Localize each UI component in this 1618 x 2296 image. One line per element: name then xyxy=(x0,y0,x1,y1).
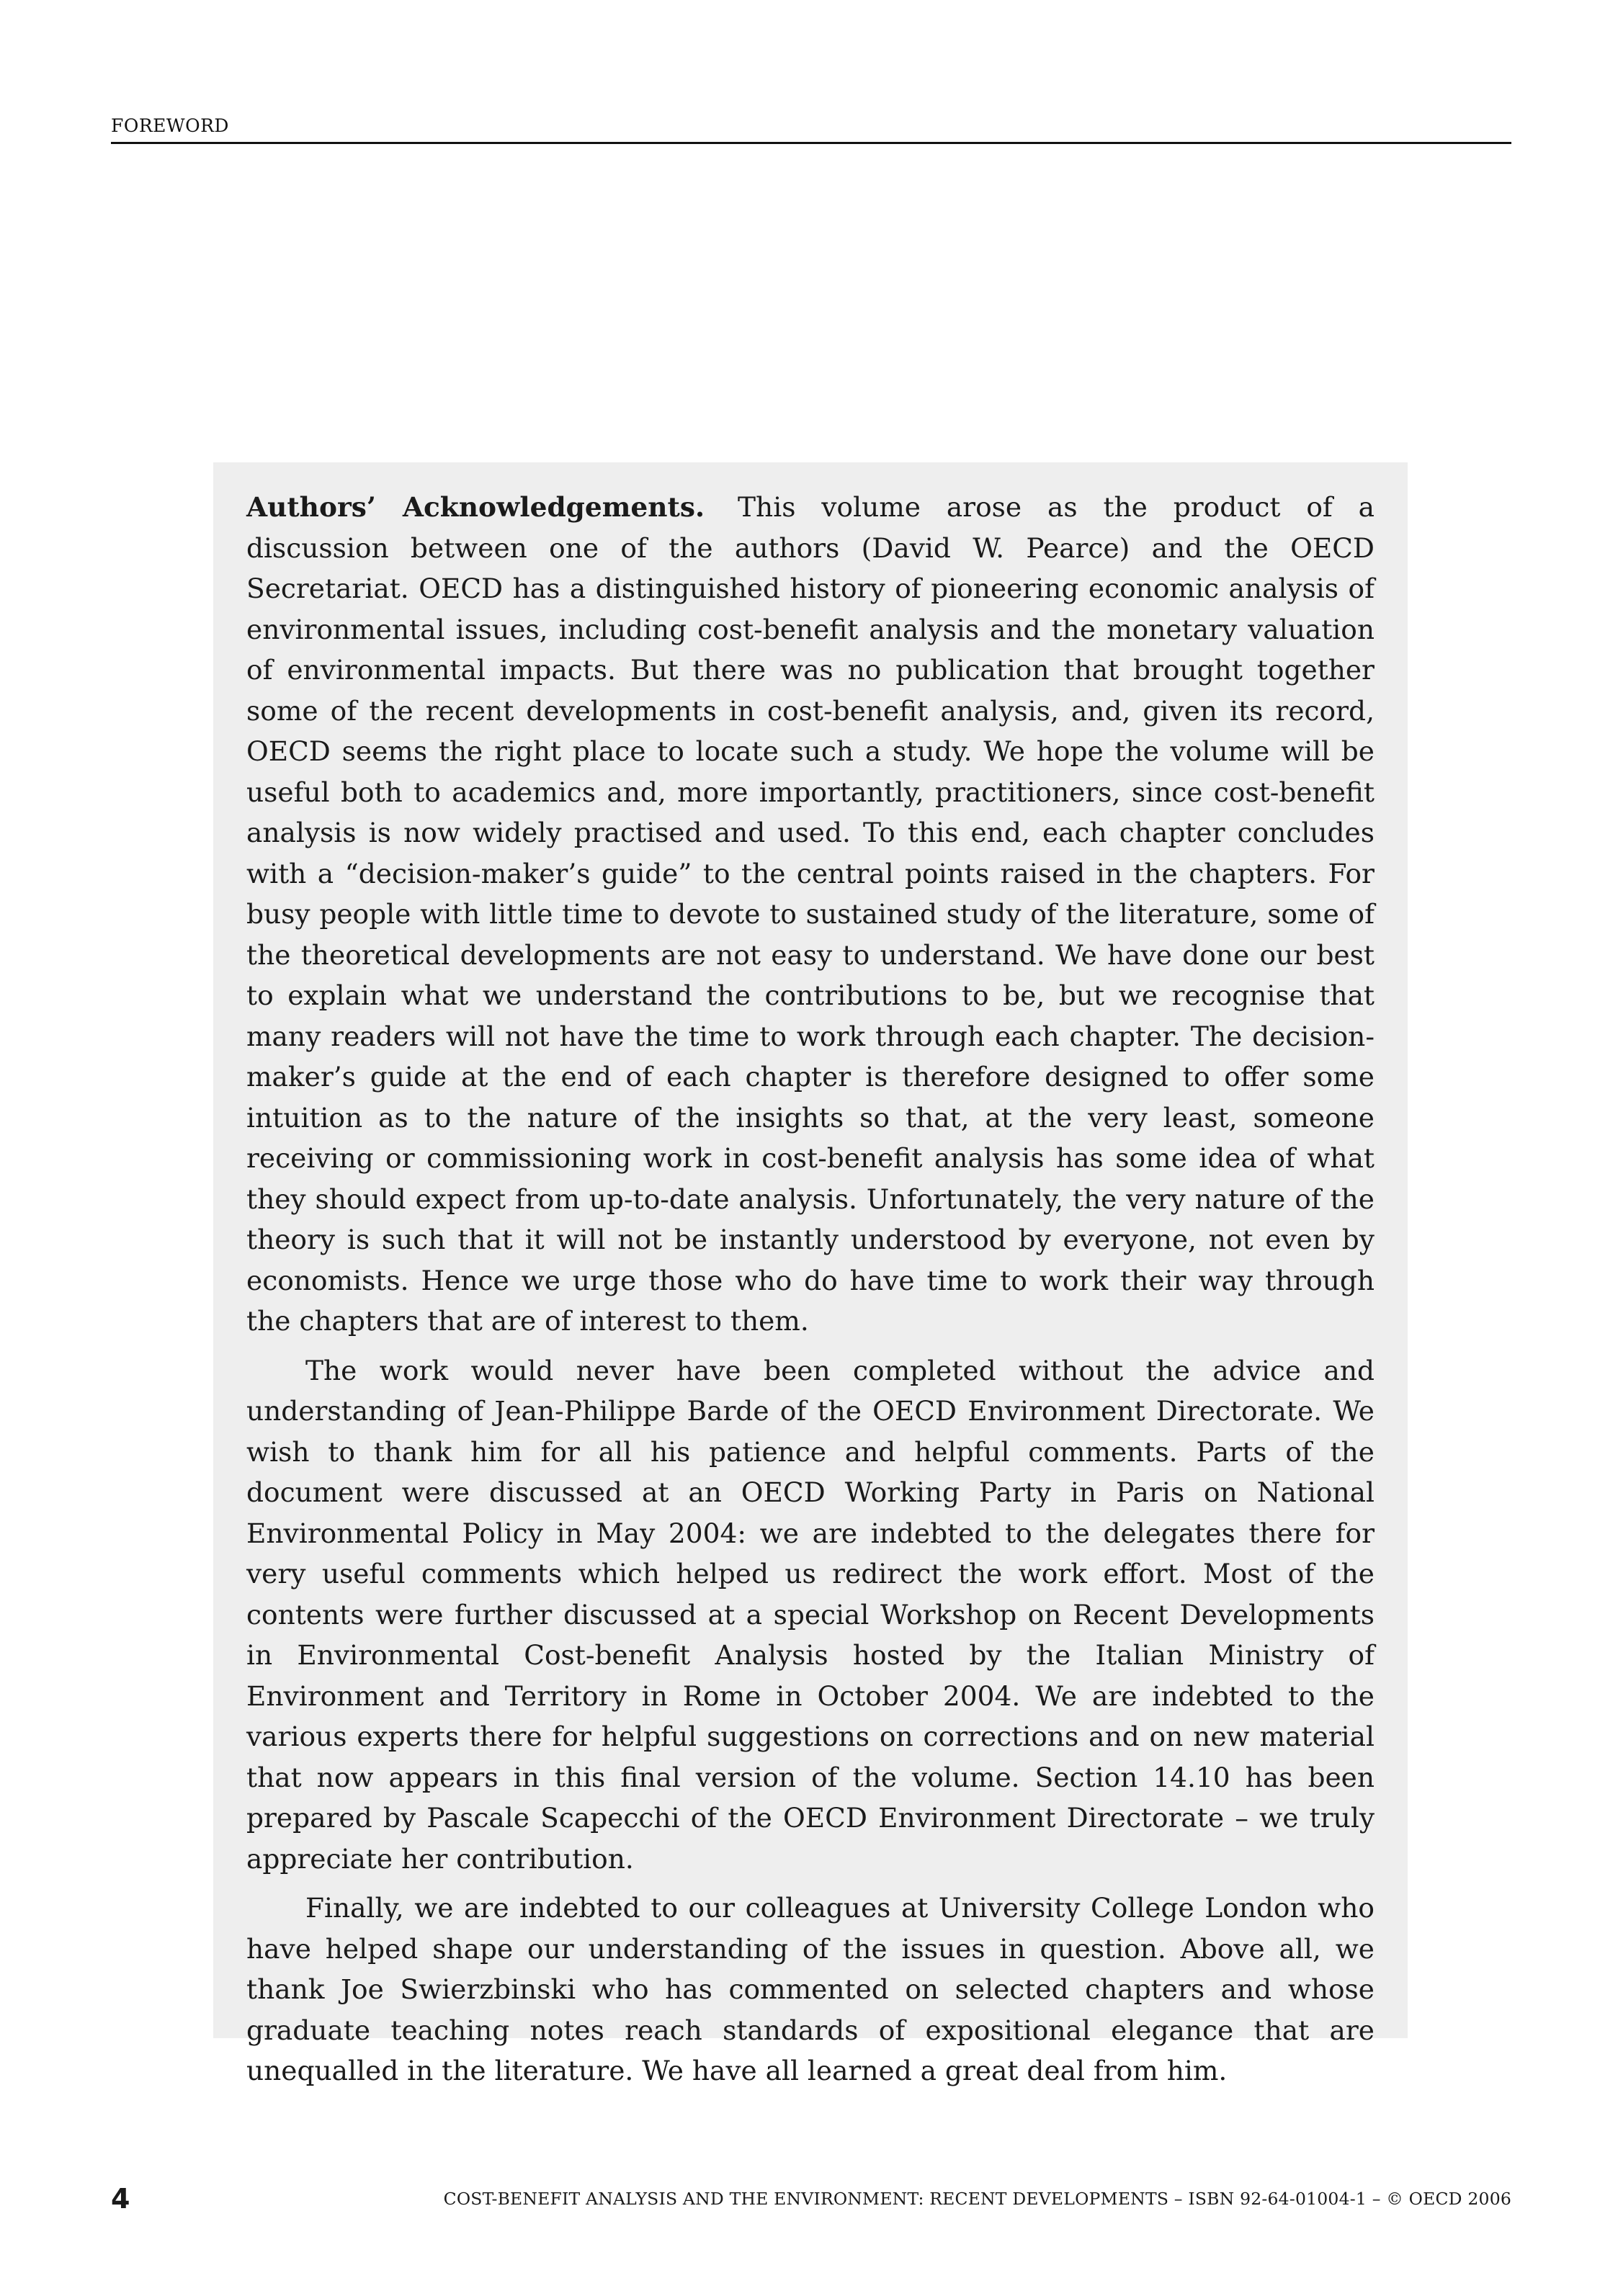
acknowledgements-heading: Authors’ Acknowledgements. xyxy=(246,491,705,523)
footer-citation: COST-BENEFIT ANALYSIS AND THE ENVIRONMENT: RECENT DEVELOPMENTS – ISBN 92-64-01004-1 – © OECD 2006 xyxy=(443,2189,1511,2209)
acknowledgements-paragraph-2: The work would never have been completed without the advice and understanding of Jean-Philippe Barde of the OECD Environment Directorate. We wish to thank him for all his patience and helpful comments. Parts of the document were discussed at an OECD Working Party in Paris on National Environmental Policy in May 2004: we are indebted to the delegates there for very useful comments which helped us redirect the work effort. Most of the contents were further discussed at a special Workshop on Recent Developments in Environmental Cost-benefit Analysis hosted by the Italian Ministry of Environment and Territory in Rome in October 2004. We are indebted to the various experts there for helpful suggestions on corrections and on new material that now appears in this final version of the volume. Section 14.10 has been prepared by Pascale Scapecchi of the OECD Environment Directorate – we truly appreciate her contribution. xyxy=(246,1354,1375,1875)
running-header: FOREWORD xyxy=(111,115,1511,144)
acknowledgements-paragraph-3: Finally, we are indebted to our colleagues at University College London who have helped shape our understanding of the issues in question. Above all, we thank Joe Swierzbinski who has commented on selected chapters and whose graduate teaching notes reach standards of expositional elegance that are unequalled in the literature. We have all learned a great deal from him. xyxy=(246,1892,1375,2086)
acknowledgements-paragraph-1 xyxy=(246,487,1375,1342)
acknowledgements-box xyxy=(213,462,1408,2086)
page-number: 4 xyxy=(111,2183,130,2215)
page-footer xyxy=(111,2182,1511,2215)
paragraph-1-text: This volume arose as the product of a discussion between one of the authors (David W. Pearce) and the OECD Secretariat. OECD has a distinguished history of pioneering economic analysis of environmental issues, including cost-benefit analysis and the monetary valuation of environmental impacts. But there was no publication that brought together some of the recent developments in cost-benefit analysis, and, given its record, OECD seems the right place to locate such a study. We hope the volume will be useful both to academics and, more importantly, practitioners, since cost-benefit analysis is now widely practised and used. To this end, each chapter concludes with a “decision-maker’s guide” to the central points raised in the chapters. For busy people with little time to devote to sustained study of the literature, some of the theoretical developments are not easy to understand. We have done our best to explain what we understand the contributions to be, but we recognise that many readers will not have the time to work through each chapter. The decision-maker’s guide at the end of each chapter is therefore designed to offer some intuition as to the nature of the insights so that, at the very least, someone receiving or commissioning work in cost-benefit analysis has some idea of what they should expect from up-to-date analysis. Unfortunately, the very nature of the theory is such that it will not be instantly understood by everyone, not even by economists. Hence we urge those who do have time to work their way through the chapters that are of interest to them. xyxy=(246,491,1375,1337)
